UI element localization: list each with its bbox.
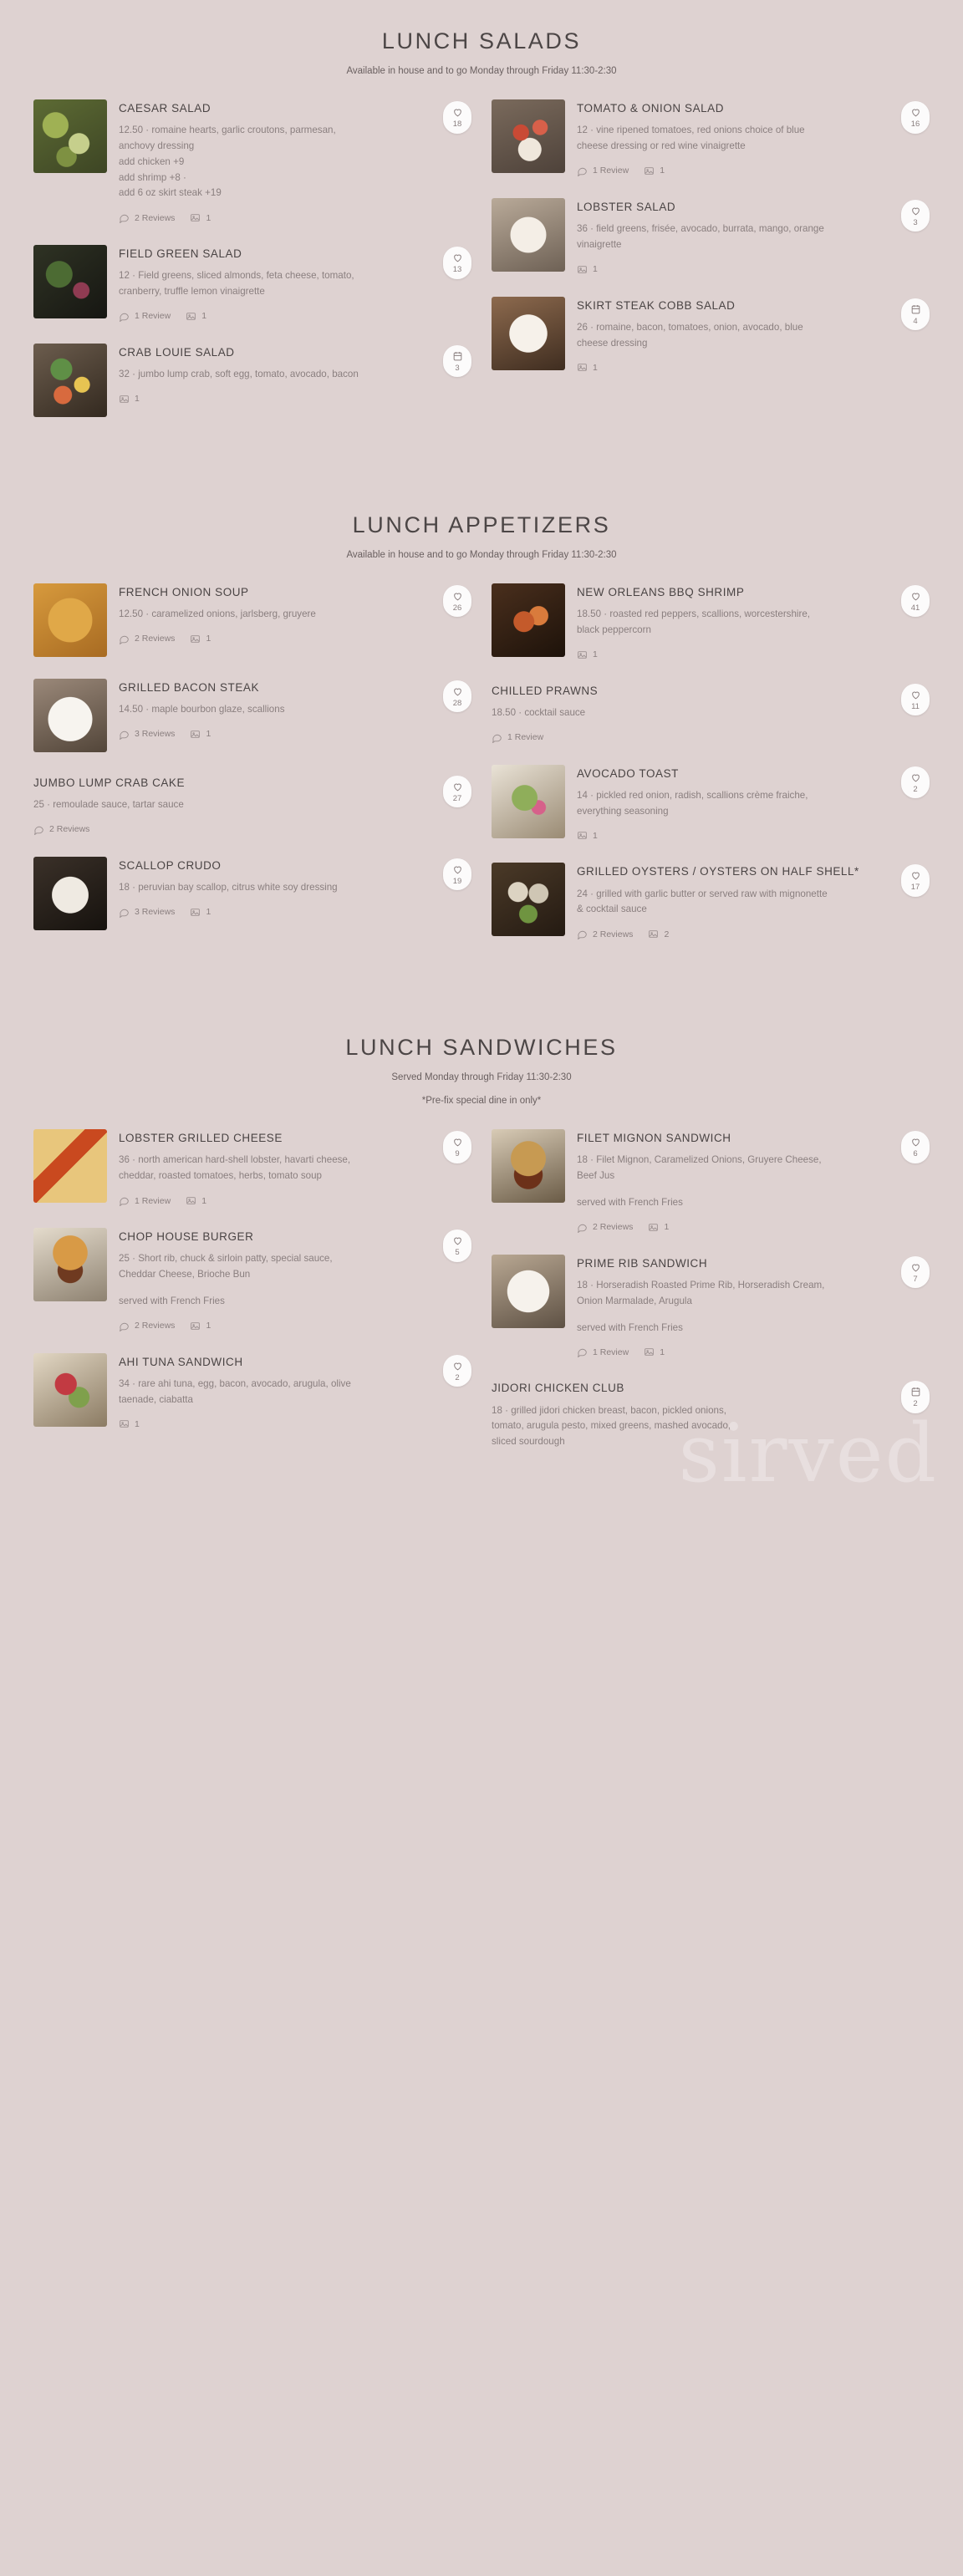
meta-label: 1 Review [135, 1195, 171, 1206]
meta-label: 1 [593, 264, 598, 275]
menu-item-save-badge[interactable] [901, 864, 930, 897]
menu-item-meta [119, 729, 423, 740]
meta-photo[interactable] [190, 212, 211, 223]
meta-photo[interactable] [644, 1347, 665, 1357]
meta-comment[interactable] [119, 212, 175, 223]
heart-icon [452, 1137, 463, 1148]
heart-icon [910, 107, 921, 118]
menu-item-description: 18.50 · roasted red peppers, scallions, worcestershire, black peppercorn [577, 608, 811, 635]
meta-label: 1 Review [507, 732, 544, 743]
meta-photo[interactable] [577, 830, 598, 841]
heart-icon [910, 690, 921, 700]
comment-icon [119, 1195, 130, 1206]
menu-item-description: 12.50 · romaine hearts, garlic croutons, parmesan, anchovy dressing add chicken +9 add shrimp +8 · add 6 oz skirt steak +19 [119, 125, 336, 199]
menu-item[interactable] [33, 679, 471, 752]
comment-icon [119, 212, 130, 223]
meta-comment[interactable] [492, 732, 543, 743]
section-columns [0, 560, 963, 961]
photo-icon [119, 1418, 130, 1429]
badge-count: 9 [455, 1149, 460, 1159]
menu-item-name: JUMBO LUMP CRAB CAKE [33, 776, 186, 789]
menu-item-name: AVOCADO TOAST [577, 766, 679, 780]
menu-item-photo[interactable] [492, 583, 565, 657]
menu-item-body [33, 774, 423, 835]
menu-item-photo[interactable] [33, 857, 107, 930]
meta-comment[interactable] [119, 311, 171, 322]
photo-icon [190, 907, 201, 918]
menu-item-meta [119, 311, 423, 322]
meta-label: 1 [206, 634, 211, 644]
menu-item-body [492, 1379, 881, 1450]
menu-item-save-badge[interactable] [443, 247, 471, 279]
menu-item-photo[interactable] [492, 99, 565, 173]
menu-item-name: CAESAR SALAD [119, 102, 211, 115]
menu-item-body [492, 682, 881, 743]
heart-icon [910, 1262, 921, 1273]
meta-label: 1 [593, 362, 598, 373]
menu-item-meta [577, 264, 881, 275]
photo-icon [648, 929, 659, 939]
menu-item-save-badge[interactable] [443, 585, 471, 618]
menu-item-body [119, 1228, 423, 1331]
meta-label: 2 Reviews [135, 1321, 176, 1331]
menu-item-name: SKIRT STEAK COBB SALAD [577, 298, 736, 312]
section-header [0, 1006, 963, 1106]
photo-icon [577, 362, 588, 373]
menu-item-body [119, 679, 423, 740]
menu-item[interactable] [492, 863, 930, 939]
comment-icon [577, 1347, 588, 1357]
meta-comment[interactable] [119, 1321, 175, 1331]
meta-label: 1 [201, 1195, 207, 1206]
badge-count: 18 [452, 120, 462, 129]
meta-photo[interactable] [186, 311, 206, 322]
badge-count: 27 [452, 793, 462, 803]
menu-item-save-badge[interactable] [443, 101, 471, 134]
menu-item-meta [577, 649, 881, 660]
menu-item[interactable] [492, 1129, 930, 1233]
menu-item-body [577, 863, 881, 939]
menu-column [492, 583, 930, 961]
menu-item-meta [119, 1321, 423, 1331]
meta-comment[interactable] [577, 1347, 629, 1357]
meta-label: 1 [135, 1418, 140, 1429]
menu-item-body [119, 99, 423, 223]
menu-item-body [119, 1353, 423, 1430]
menu-item-description: 18 · grilled jidori chicken breast, bacon, pickled onions, tomato, arugula pesto, mixed greens, mashed avocado, sliced sourdough [492, 1404, 731, 1448]
comment-icon [119, 634, 130, 644]
menu-item-body [119, 344, 423, 405]
menu-item-meta [577, 929, 881, 939]
menu-item-description: 25 · Short rib, chuck & sirloin patty, special sauce, Cheddar Cheese, Brioche Bun [119, 1253, 333, 1280]
menu-item-photo[interactable] [33, 583, 107, 657]
menu-item-name: GRILLED OYSTERS / OYSTERS ON HALF SHELL* [577, 865, 859, 878]
menu-item-save-badge[interactable] [901, 1381, 930, 1413]
menu-item-meta [119, 1418, 423, 1429]
photo-icon [577, 649, 588, 660]
photo-icon [190, 212, 201, 223]
badge-count: 17 [910, 883, 920, 893]
menu-section [0, 0, 963, 484]
badge-count: 2 [913, 1399, 918, 1409]
menu-item-meta [119, 394, 423, 405]
badge-count: 28 [452, 698, 462, 708]
menu-item[interactable] [33, 1228, 471, 1331]
menu-item-photo[interactable] [33, 1228, 107, 1301]
meta-label: 1 [206, 729, 211, 740]
menu-item-name: FRENCH ONION SOUP [119, 585, 249, 598]
comment-icon [577, 165, 588, 176]
menu-item-photo[interactable] [33, 679, 107, 752]
meta-photo[interactable] [577, 264, 598, 275]
menu-item-meta [577, 362, 881, 373]
meta-comment[interactable] [577, 1222, 633, 1233]
bookmark-icon [452, 351, 463, 362]
menu-item-name: FIELD GREEN SALAD [119, 247, 242, 261]
badge-count: 3 [913, 217, 918, 227]
meta-photo[interactable] [190, 1321, 211, 1331]
menu-item-save-badge[interactable] [443, 776, 471, 808]
bookmark-icon [910, 304, 921, 315]
heart-icon [452, 1235, 463, 1246]
menu-item-meta [577, 830, 881, 841]
heart-icon [910, 591, 921, 602]
menu-item-photo[interactable] [33, 344, 107, 417]
meta-label: 1 [201, 311, 207, 322]
meta-photo[interactable] [577, 362, 598, 373]
menu-item-photo[interactable] [33, 1129, 107, 1203]
badge-count: 11 [911, 701, 920, 711]
meta-label: 2 Reviews [593, 1222, 634, 1233]
section-header [0, 0, 963, 76]
menu-item-photo[interactable] [492, 863, 565, 936]
menu-item-description: 12.50 · caramelized onions, jarlsberg, gruyere [119, 608, 316, 620]
badge-count: 13 [452, 265, 462, 275]
heart-icon [910, 772, 921, 783]
menu-item-body [577, 583, 881, 660]
section-subtitle: Served Monday through Friday 11:30-2:30 [391, 1072, 572, 1083]
menu-column [492, 99, 930, 439]
meta-photo[interactable] [190, 729, 211, 740]
menu-item-description: 36 · field greens, frisée, avocado, burrata, mango, orange vinaigrette [577, 223, 824, 250]
meta-comment[interactable] [119, 907, 175, 918]
menu-item-body [577, 1255, 881, 1358]
menu-item-photo[interactable] [492, 198, 565, 272]
menu-item-save-badge[interactable] [443, 1355, 471, 1387]
meta-comment[interactable] [119, 634, 175, 644]
menu-item-name: FILET MIGNON SANDWICH [577, 1132, 731, 1145]
comment-icon [119, 1321, 130, 1331]
section-title: LUNCH APPETIZERS [352, 512, 611, 537]
menu-item-photo[interactable] [33, 99, 107, 173]
meta-label: 1 Review [135, 311, 171, 322]
menu-section [0, 484, 963, 1006]
meta-label: 1 [206, 907, 211, 918]
menu-item-photo[interactable] [492, 1255, 565, 1328]
meta-photo[interactable] [190, 634, 211, 644]
menu-item-body [577, 1129, 881, 1233]
menu-item-body [119, 857, 423, 918]
meta-label: 1 [135, 394, 140, 405]
meta-label: 1 [660, 165, 665, 176]
menu-item[interactable] [33, 583, 471, 657]
meta-label: 1 Review [593, 165, 629, 176]
menu-item-save-badge[interactable] [443, 1131, 471, 1163]
menu-item-save-badge[interactable] [443, 680, 471, 713]
heart-icon [452, 1361, 463, 1372]
section-subtitle: Available in house and to go Monday through Friday 11:30-2:30 [346, 66, 617, 76]
photo-icon [648, 1222, 659, 1233]
menu-item[interactable] [33, 1353, 471, 1430]
heart-icon [910, 1137, 921, 1148]
menu-item[interactable] [33, 99, 471, 223]
menu-item-meta [492, 732, 881, 743]
menu-item[interactable] [492, 765, 930, 842]
meta-label: 3 Reviews [135, 729, 176, 740]
menu-item-meta [119, 634, 423, 644]
photo-icon [644, 165, 655, 176]
menu-item-name: NEW ORLEANS BBQ SHRIMP [577, 585, 745, 598]
heart-icon [910, 870, 921, 881]
menu-item-name: LOBSTER SALAD [577, 200, 676, 213]
meta-comment[interactable] [577, 165, 629, 176]
photo-icon [190, 729, 201, 740]
section-subtitle-secondary: *Pre-fix special dine in only* [421, 1096, 542, 1107]
menu-item[interactable] [33, 774, 471, 835]
badge-count: 4 [913, 316, 918, 326]
heart-icon [452, 781, 463, 792]
menu-item-note: served with French Fries [577, 1197, 683, 1209]
badge-count: 26 [452, 603, 462, 613]
menu-item-description: 24 · grilled with garlic butter or served raw with mignonette & cocktail sauce [577, 888, 828, 915]
meta-label: 1 [660, 1347, 665, 1357]
menu-item-description: 26 · romaine, bacon, tomatoes, onion, avocado, blue cheese dressing [577, 321, 803, 349]
badge-count: 3 [455, 363, 460, 373]
meta-label: 1 [593, 649, 598, 660]
menu-item-save-badge[interactable] [901, 298, 930, 331]
menu-item-name: JIDORI CHICKEN CLUB [492, 1382, 624, 1395]
heart-icon [452, 252, 463, 263]
menu-item-description: 14.50 · maple bourbon glaze, scallions [119, 704, 285, 715]
section-subtitle: Available in house and to go Monday through Friday 11:30-2:30 [346, 549, 617, 560]
photo-icon [577, 830, 588, 841]
meta-comment[interactable] [119, 729, 175, 740]
badge-count: 41 [910, 603, 920, 613]
comment-icon [119, 729, 130, 740]
badge-count: 5 [455, 1248, 460, 1258]
comment-icon [119, 311, 130, 322]
heart-icon [910, 206, 921, 216]
badge-count: 7 [913, 1274, 918, 1284]
menu-item-save-badge[interactable] [443, 1229, 471, 1262]
menu-column [33, 583, 471, 961]
photo-icon [119, 394, 130, 405]
menu-item-body [119, 245, 423, 322]
menu-item[interactable] [492, 198, 930, 275]
menu-section [0, 1006, 963, 1517]
badge-count: 2 [455, 1372, 460, 1382]
menu-item-description: 18 · Filet Mignon, Caramelized Onions, Gruyere Cheese, Beef Jus [577, 1154, 822, 1182]
meta-label: 2 Reviews [135, 212, 176, 223]
menu-item-meta [119, 212, 423, 223]
photo-icon [186, 311, 196, 322]
section-title: LUNCH SANDWICHES [345, 1035, 618, 1061]
menu-item-name: CHOP HOUSE BURGER [119, 1230, 254, 1244]
meta-label: 2 Reviews [135, 634, 176, 644]
menu-item-description: 18 · Horseradish Roasted Prime Rib, Horseradish Cream, Onion Marmalade, Arugula [577, 1280, 825, 1306]
menu-item-meta [33, 824, 423, 835]
meta-photo[interactable] [186, 1195, 206, 1206]
menu-item-name: CRAB LOUIE SALAD [119, 345, 235, 359]
photo-icon [190, 634, 201, 644]
menu-item-meta [577, 1347, 881, 1357]
menu-item-description: 12 · Field greens, sliced almonds, feta cheese, tomato, cranberry, truffle lemon vinaigrette [119, 270, 354, 298]
meta-photo[interactable] [190, 907, 211, 918]
heart-icon [452, 686, 463, 697]
menu-item-description: 32 · jumbo lump crab, soft egg, tomato, avocado, bacon [119, 369, 359, 380]
photo-icon [577, 264, 588, 275]
heart-icon [452, 107, 463, 118]
menu-item-save-badge[interactable] [443, 858, 471, 891]
section-columns [0, 76, 963, 439]
menu-item-meta [577, 1222, 881, 1233]
meta-photo[interactable] [577, 649, 598, 660]
bookmark-icon [910, 1387, 921, 1397]
section-spacer [0, 961, 963, 1006]
menu-item-photo[interactable] [33, 1353, 107, 1427]
menu-column [33, 99, 471, 439]
menu-item-meta [577, 165, 881, 176]
meta-comment[interactable] [119, 1195, 171, 1206]
menu-item[interactable] [492, 583, 930, 660]
menu-item-photo[interactable] [492, 1129, 565, 1203]
menu-item-save-badge[interactable] [901, 684, 930, 716]
menu-item[interactable] [33, 344, 471, 417]
menu-item-description: 25 · remoulade sauce, tartar sauce [33, 799, 184, 811]
heart-icon [452, 864, 463, 875]
menu-item[interactable] [33, 1129, 471, 1206]
menu-item-photo[interactable] [33, 245, 107, 318]
menu-item-name: GRILLED BACON STEAK [119, 680, 259, 694]
menu-item-note: served with French Fries [577, 1321, 683, 1333]
menu-item-description: 34 · rare ahi tuna, egg, bacon, avocado, arugula, olive taenade, ciabatta [119, 1377, 351, 1405]
meta-label: 1 [593, 830, 598, 841]
badge-count: 19 [452, 876, 462, 886]
meta-comment[interactable] [33, 824, 89, 835]
meta-photo[interactable] [648, 1222, 669, 1233]
menu-column [33, 1129, 471, 1472]
menu-item-save-badge[interactable] [901, 200, 930, 232]
comment-icon [577, 929, 588, 939]
menu-item[interactable] [492, 682, 930, 743]
comment-icon [492, 732, 502, 743]
menu-item-note: served with French Fries [119, 1295, 225, 1306]
photo-icon [190, 1321, 201, 1331]
menu-item-name: LOBSTER GRILLED CHEESE [119, 1132, 283, 1145]
menu-item-save-badge[interactable] [443, 345, 471, 378]
meta-label: 1 [664, 1222, 670, 1233]
menu-item[interactable] [492, 1255, 930, 1358]
section-columns [0, 1106, 963, 1472]
meta-label: 2 Reviews [593, 929, 634, 939]
menu-item-body [577, 297, 881, 374]
menu-item-save-badge[interactable] [901, 766, 930, 799]
comment-icon [577, 1222, 588, 1233]
menu-item-name: TOMATO & ONION SALAD [577, 102, 725, 115]
menu-item-body [119, 1129, 423, 1206]
menu-item-photo[interactable] [492, 297, 565, 370]
menu-item[interactable] [492, 297, 930, 374]
menu-item-description: 14 · pickled red onion, radish, scallions crème fraiche, everything seasoning [577, 789, 808, 817]
menu-item-description: 36 · north american hard-shell lobster, havarti cheese, cheddar, roasted tomatoes, herbs, tomato soup [119, 1154, 351, 1182]
comment-icon [119, 907, 130, 918]
badge-count: 16 [910, 120, 920, 129]
watermark: sirved [678, 1406, 938, 1500]
meta-label: 2 [664, 929, 670, 939]
menu-item-name: PRIME RIB SANDWICH [577, 1256, 708, 1270]
photo-icon [186, 1195, 196, 1206]
meta-photo[interactable] [119, 394, 140, 405]
menu-item-description: 18.50 · cocktail sauce [492, 706, 586, 718]
menu-item[interactable] [33, 857, 471, 930]
section-title: LUNCH SALADS [381, 28, 582, 53]
menu-item[interactable] [492, 1379, 930, 1450]
menu-item-body [577, 99, 881, 176]
meta-photo[interactable] [648, 929, 669, 939]
menu-item-name: SCALLOP CRUDO [119, 858, 222, 872]
menu-item-name: AHI TUNA SANDWICH [119, 1355, 243, 1368]
meta-photo[interactable] [644, 165, 665, 176]
section-spacer [0, 439, 963, 484]
meta-label: 1 [206, 212, 211, 223]
menu-item-meta [119, 1195, 423, 1206]
menu-item[interactable] [33, 245, 471, 322]
menu-item-body [577, 765, 881, 842]
menu-item-description: 12 · vine ripened tomatoes, red onions choice of blue cheese dressing or red wine vinaigrette [577, 125, 805, 151]
meta-label: 1 Review [593, 1347, 629, 1357]
meta-label: 2 Reviews [49, 824, 90, 835]
menu-item-save-badge[interactable] [901, 1256, 930, 1289]
menu-item-save-badge[interactable] [901, 585, 930, 618]
section-spacer [0, 1472, 963, 1517]
menu-item[interactable] [492, 99, 930, 176]
menu-item-meta [119, 907, 423, 918]
photo-icon [644, 1347, 655, 1357]
comment-icon [33, 824, 44, 835]
menu-item-body [119, 583, 423, 644]
meta-label: 1 [206, 1321, 211, 1331]
menu-item-name: CHILLED PRAWNS [492, 684, 599, 697]
meta-photo[interactable] [119, 1418, 140, 1429]
menu-column [492, 1129, 930, 1472]
meta-label: 3 Reviews [135, 907, 176, 918]
badge-count: 2 [913, 784, 918, 794]
menu-item-save-badge[interactable] [901, 101, 930, 134]
menu-item-description: 18 · peruvian bay scallop, citrus white soy dressing [119, 882, 338, 893]
heart-icon [452, 591, 463, 602]
menu-item-save-badge[interactable] [901, 1131, 930, 1163]
menu-item-body [577, 198, 881, 275]
badge-count: 6 [913, 1149, 918, 1159]
menu-item-photo[interactable] [492, 765, 565, 838]
section-header [0, 484, 963, 560]
meta-comment[interactable] [577, 929, 633, 939]
